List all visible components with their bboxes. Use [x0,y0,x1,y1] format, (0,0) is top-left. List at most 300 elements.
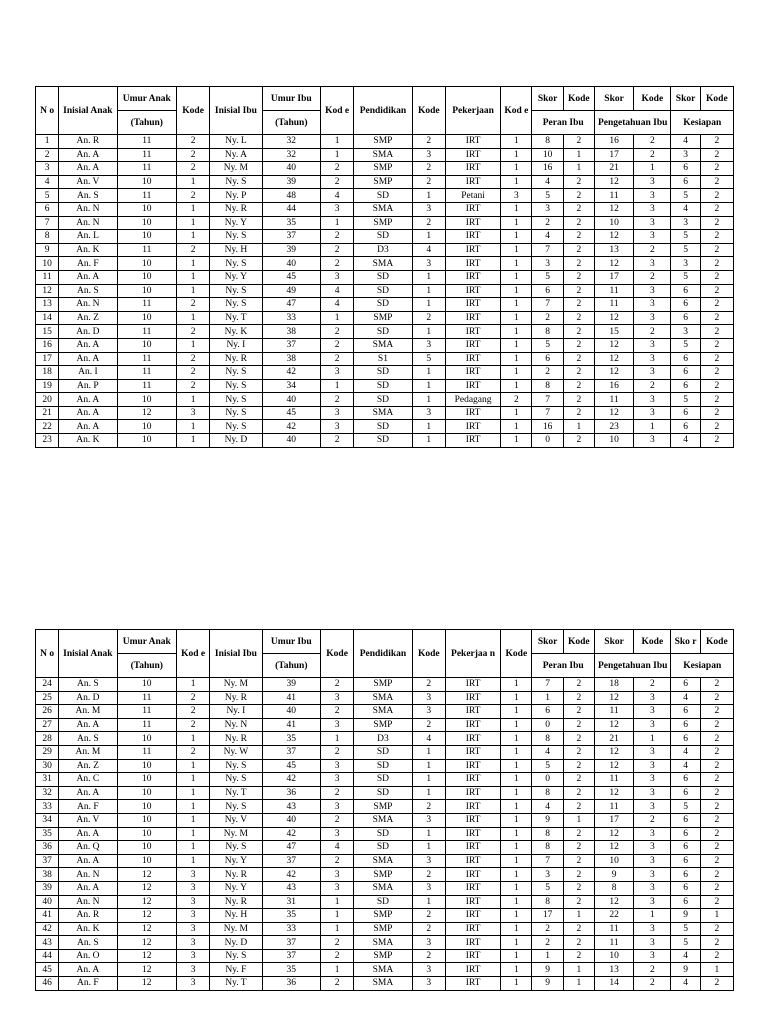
cell-kode-umur-ibu: 2 [321,977,354,991]
cell-kode-pendidikan: 1 [412,379,445,393]
cell-kode-pekerjaan: 1 [501,963,532,977]
cell-kode-umur-anak: 2 [176,379,209,393]
cell-pendidikan: SMA [354,854,412,868]
cell-pendidikan: SD [354,827,412,841]
cell-inisial-ibu: Ny. S [210,841,262,855]
cell-kode-pendidikan: 4 [412,732,445,746]
cell-umur-anak: 10 [117,284,176,298]
cell-pekerjaan: IRT [445,895,500,909]
cell-kode-pekerjaan: 1 [501,298,532,312]
cell-kode-umur-ibu: 4 [321,189,354,203]
cell-pekerjaan: IRT [445,800,500,814]
cell-skor-kesiapan: 5 [671,936,700,950]
cell-umur-anak: 10 [117,311,176,325]
cell-inisial-ibu: Ny. Y [210,270,262,284]
cell-pendidikan: SD [354,759,412,773]
cell-kode-umur-ibu: 2 [321,162,354,176]
cell-skor-kesiapan: 5 [671,189,700,203]
cell-kode-kesiapan: 2 [700,813,733,827]
cell-kode-pekerjaan: 1 [501,759,532,773]
cell-kode-peran: 2 [563,936,594,950]
cell-kode-pengetahuan: 3 [634,841,671,855]
cell-skor-pengetahuan: 11 [594,936,633,950]
cell-pendidikan: S1 [354,352,412,366]
cell-inisial-anak: An. A [59,786,117,800]
cell-pendidikan: SMP [354,922,412,936]
cell-skor-kesiapan: 6 [671,298,700,312]
cell-skor-pengetahuan: 11 [594,800,633,814]
cell-no: 1 [36,135,59,149]
cell-kode-umur-ibu: 2 [321,936,354,950]
cell-inisial-ibu: Ny. Y [210,881,262,895]
cell-kode-pekerjaan: 1 [501,691,532,705]
cell-umur-ibu: 40 [262,162,320,176]
cell-inisial-ibu: Ny. M [210,162,262,176]
cell-umur-ibu: 42 [262,773,320,787]
cell-kode-umur-ibu: 2 [321,257,354,271]
cell-kode-umur-ibu: 1 [321,135,354,149]
cell-umur-ibu: 37 [262,745,320,759]
cell-skor-peran: 2 [532,936,563,950]
cell-kode-pendidikan: 1 [412,270,445,284]
cell-kode-peran: 2 [563,881,594,895]
cell-inisial-ibu: Ny. S [210,175,262,189]
cell-kode-kesiapan: 2 [700,175,733,189]
header-skor-pengetahuan: Skor [594,630,633,654]
cell-kode-pekerjaan: 1 [501,813,532,827]
cell-no: 10 [36,257,59,271]
cell-no: 20 [36,393,59,407]
cell-kode-pendidikan: 2 [412,678,445,692]
cell-kode-pekerjaan: 1 [501,949,532,963]
cell-umur-anak: 10 [117,393,176,407]
header-peran-ibu: Peran Ibu [532,111,594,135]
cell-umur-ibu: 49 [262,284,320,298]
cell-pekerjaan: IRT [445,827,500,841]
cell-inisial-anak: An. S [59,189,117,203]
cell-skor-kesiapan: 6 [671,813,700,827]
cell-umur-anak: 10 [117,786,176,800]
header-pendidikan: Pendidikan [354,630,412,678]
cell-inisial-ibu: Ny. S [210,949,262,963]
cell-kode-peran: 2 [563,175,594,189]
cell-skor-peran: 8 [532,827,563,841]
cell-inisial-ibu: Ny. S [210,800,262,814]
cell-inisial-ibu: Ny. R [210,868,262,882]
cell-kode-kesiapan: 2 [700,325,733,339]
cell-inisial-anak: An. S [59,678,117,692]
cell-umur-anak: 12 [117,881,176,895]
cell-inisial-ibu: Ny. N [210,718,262,732]
cell-pekerjaan: IRT [445,963,500,977]
header-umur-ibu: Umur Ibu [262,630,320,654]
cell-no: 45 [36,963,59,977]
cell-inisial-ibu: Ny. D [210,434,262,448]
cell-kode-pendidikan: 5 [412,352,445,366]
cell-kode-umur-ibu: 2 [321,393,354,407]
cell-skor-pengetahuan: 12 [594,406,633,420]
cell-skor-peran: 8 [532,135,563,149]
cell-kode-umur-ibu: 2 [321,854,354,868]
cell-no: 28 [36,732,59,746]
cell-kode-umur-ibu: 1 [321,379,354,393]
cell-kode-pengetahuan: 3 [634,868,671,882]
cell-pekerjaan: IRT [445,949,500,963]
cell-umur-ibu: 42 [262,366,320,380]
cell-kode-pendidikan: 3 [412,936,445,950]
cell-kode-pekerjaan: 1 [501,678,532,692]
cell-pekerjaan: IRT [445,745,500,759]
cell-kode-peran: 2 [563,393,594,407]
table-row [36,773,734,787]
header-kode-kesiapan: Kode [700,630,733,654]
cell-kode-umur-ibu: 2 [321,243,354,257]
cell-kode-kesiapan: 2 [700,338,733,352]
cell-umur-anak: 10 [117,434,176,448]
cell-umur-anak: 10 [117,257,176,271]
table-row [36,977,734,991]
cell-kode-pendidikan: 2 [412,868,445,882]
cell-pekerjaan: IRT [445,270,500,284]
cell-umur-anak: 12 [117,963,176,977]
cell-kode-umur-anak: 3 [176,922,209,936]
cell-skor-peran: 16 [532,162,563,176]
cell-pendidikan: SD [354,230,412,244]
cell-skor-pengetahuan: 12 [594,691,633,705]
cell-kode-peran: 1 [563,977,594,991]
cell-umur-ibu: 40 [262,434,320,448]
cell-skor-kesiapan: 6 [671,678,700,692]
cell-skor-pengetahuan: 12 [594,786,633,800]
cell-kode-umur-anak: 2 [176,705,209,719]
cell-kode-umur-ibu: 2 [321,230,354,244]
cell-kode-umur-anak: 2 [176,148,209,162]
cell-inisial-anak: An. R [59,909,117,923]
cell-umur-anak: 10 [117,420,176,434]
cell-inisial-anak: An. A [59,420,117,434]
data-table-1 [35,86,734,448]
cell-kode-kesiapan: 2 [700,148,733,162]
cell-inisial-ibu: Ny. M [210,922,262,936]
cell-kode-umur-ibu: 3 [321,420,354,434]
table-row [36,868,734,882]
cell-skor-pengetahuan: 22 [594,909,633,923]
cell-kode-pengetahuan: 2 [634,148,671,162]
cell-no: 5 [36,189,59,203]
cell-kode-umur-ibu: 3 [321,881,354,895]
cell-skor-kesiapan: 6 [671,162,700,176]
cell-umur-anak: 10 [117,732,176,746]
cell-kode-umur-anak: 3 [176,406,209,420]
cell-skor-peran: 2 [532,922,563,936]
table-row [36,366,734,380]
cell-no: 37 [36,854,59,868]
cell-skor-pengetahuan: 12 [594,841,633,855]
cell-umur-anak: 12 [117,936,176,950]
cell-skor-pengetahuan: 11 [594,393,633,407]
cell-inisial-anak: An. A [59,406,117,420]
cell-skor-kesiapan: 6 [671,868,700,882]
cell-no: 30 [36,759,59,773]
cell-kode-pengetahuan: 3 [634,338,671,352]
cell-inisial-anak: An. F [59,977,117,991]
cell-no: 41 [36,909,59,923]
cell-kode-peran: 2 [563,922,594,936]
cell-kode-kesiapan: 2 [700,773,733,787]
cell-kode-kesiapan: 2 [700,189,733,203]
cell-kode-umur-ibu: 2 [321,338,354,352]
cell-kode-pekerjaan: 1 [501,230,532,244]
cell-inisial-anak: An. N [59,895,117,909]
cell-kode-pengetahuan: 3 [634,800,671,814]
cell-umur-anak: 10 [117,230,176,244]
table-row [36,175,734,189]
table-row [36,813,734,827]
cell-kode-pekerjaan: 1 [501,800,532,814]
cell-kode-pengetahuan: 2 [634,243,671,257]
cell-skor-peran: 7 [532,854,563,868]
cell-skor-peran: 1 [532,691,563,705]
cell-kode-peran: 2 [563,759,594,773]
cell-umur-ibu: 39 [262,243,320,257]
cell-no: 16 [36,338,59,352]
cell-skor-kesiapan: 6 [671,881,700,895]
header-pendidikan: Pendidikan [354,87,412,135]
cell-no: 39 [36,881,59,895]
header-inisial-ibu: Inisial Ibu [210,630,262,678]
cell-pendidikan: SMP [354,162,412,176]
cell-kode-umur-ibu: 3 [321,759,354,773]
cell-inisial-ibu: Ny. Y [210,854,262,868]
cell-skor-pengetahuan: 12 [594,257,633,271]
header-kode: Kod e [176,630,209,678]
cell-skor-pengetahuan: 10 [594,949,633,963]
cell-kode-pendidikan: 3 [412,705,445,719]
cell-skor-peran: 6 [532,352,563,366]
cell-inisial-ibu: Ny. M [210,678,262,692]
cell-no: 29 [36,745,59,759]
cell-kode-umur-ibu: 3 [321,718,354,732]
cell-umur-ibu: 31 [262,895,320,909]
cell-umur-ibu: 36 [262,977,320,991]
cell-kode-pengetahuan: 2 [634,325,671,339]
cell-pendidikan: SMP [354,909,412,923]
cell-kode-pendidikan: 1 [412,434,445,448]
cell-skor-kesiapan: 9 [671,909,700,923]
cell-inisial-anak: An. Q [59,841,117,855]
cell-skor-pengetahuan: 10 [594,216,633,230]
cell-kode-umur-ibu: 3 [321,270,354,284]
cell-skor-peran: 16 [532,420,563,434]
cell-kode-pendidikan: 2 [412,909,445,923]
cell-inisial-anak: An. A [59,148,117,162]
cell-kode-pengetahuan: 3 [634,284,671,298]
cell-kode-peran: 1 [563,420,594,434]
cell-kode-umur-anak: 2 [176,745,209,759]
cell-skor-pengetahuan: 17 [594,813,633,827]
cell-inisial-ibu: Ny. S [210,773,262,787]
cell-umur-anak: 10 [117,678,176,692]
cell-kode-pekerjaan: 1 [501,773,532,787]
cell-kode-umur-anak: 3 [176,949,209,963]
cell-pendidikan: SD [354,366,412,380]
table-row [36,705,734,719]
table-row [36,718,734,732]
cell-inisial-anak: An. N [59,202,117,216]
table-row [36,257,734,271]
cell-no: 9 [36,243,59,257]
cell-skor-kesiapan: 4 [671,759,700,773]
cell-pendidikan: SMA [354,977,412,991]
cell-kode-pekerjaan: 1 [501,135,532,149]
cell-inisial-anak: An. Z [59,311,117,325]
cell-pekerjaan: IRT [445,352,500,366]
cell-kode-umur-anak: 1 [176,773,209,787]
cell-kode-umur-ibu: 1 [321,216,354,230]
cell-kode-pendidikan: 1 [412,325,445,339]
cell-pekerjaan: IRT [445,366,500,380]
cell-skor-pengetahuan: 8 [594,881,633,895]
cell-pendidikan: SMP [354,311,412,325]
cell-umur-anak: 10 [117,270,176,284]
cell-pekerjaan: IRT [445,977,500,991]
cell-pekerjaan: IRT [445,678,500,692]
cell-no: 4 [36,175,59,189]
cell-skor-kesiapan: 5 [671,243,700,257]
cell-skor-kesiapan: 6 [671,379,700,393]
cell-no: 22 [36,420,59,434]
cell-kode-pekerjaan: 1 [501,243,532,257]
cell-pendidikan: SD [354,773,412,787]
cell-inisial-anak: An. F [59,800,117,814]
cell-kode-pengetahuan: 3 [634,366,671,380]
cell-pendidikan: SD [354,895,412,909]
cell-umur-ibu: 43 [262,881,320,895]
cell-inisial-anak: An. V [59,175,117,189]
cell-no: 43 [36,936,59,950]
cell-skor-pengetahuan: 11 [594,705,633,719]
cell-skor-peran: 8 [532,379,563,393]
cell-kode-pengetahuan: 3 [634,718,671,732]
cell-skor-kesiapan: 6 [671,854,700,868]
cell-kode-pengetahuan: 3 [634,216,671,230]
cell-kode-kesiapan: 2 [700,800,733,814]
cell-pekerjaan: IRT [445,909,500,923]
cell-umur-ibu: 37 [262,338,320,352]
cell-kode-umur-ibu: 2 [321,175,354,189]
cell-kode-umur-anak: 1 [176,311,209,325]
cell-kode-peran: 2 [563,243,594,257]
cell-kode-peran: 2 [563,257,594,271]
cell-umur-ibu: 40 [262,813,320,827]
cell-kode-kesiapan: 2 [700,406,733,420]
cell-umur-anak: 11 [117,298,176,312]
table-row [36,352,734,366]
cell-no: 25 [36,691,59,705]
cell-kode-umur-anak: 1 [176,257,209,271]
cell-umur-ibu: 36 [262,786,320,800]
cell-inisial-ibu: Ny. D [210,936,262,950]
cell-kode-kesiapan: 2 [700,230,733,244]
cell-kode-umur-ibu: 2 [321,352,354,366]
cell-skor-peran: 4 [532,745,563,759]
cell-kode-pendidikan: 3 [412,691,445,705]
table-row [36,949,734,963]
cell-inisial-anak: An. M [59,745,117,759]
cell-skor-kesiapan: 6 [671,366,700,380]
table-row [36,786,734,800]
cell-inisial-anak: An. A [59,881,117,895]
cell-inisial-ibu: Ny. R [210,352,262,366]
cell-skor-pengetahuan: 17 [594,148,633,162]
table-row [36,379,734,393]
header-tahun-ibu: (Tahun) [262,111,320,135]
cell-kode-kesiapan: 2 [700,216,733,230]
header-inisial-anak: Inisial Anak [59,87,117,135]
cell-kode-umur-anak: 3 [176,977,209,991]
cell-pekerjaan: IRT [445,230,500,244]
cell-kode-umur-ibu: 1 [321,922,354,936]
cell-skor-kesiapan: 6 [671,406,700,420]
cell-skor-peran: 5 [532,759,563,773]
cell-pekerjaan: IRT [445,841,500,855]
cell-umur-ibu: 45 [262,270,320,284]
cell-kode-peran: 2 [563,270,594,284]
cell-umur-anak: 12 [117,909,176,923]
cell-kode-pekerjaan: 1 [501,406,532,420]
cell-skor-kesiapan: 3 [671,257,700,271]
cell-kode-peran: 2 [563,868,594,882]
cell-pekerjaan: IRT [445,216,500,230]
cell-pekerjaan: IRT [445,311,500,325]
cell-kode-peran: 2 [563,298,594,312]
cell-kode-pendidikan: 1 [412,841,445,855]
cell-kode-umur-anak: 2 [176,352,209,366]
cell-kode-pendidikan: 1 [412,284,445,298]
table-row [36,298,734,312]
cell-kode-pendidikan: 2 [412,949,445,963]
cell-inisial-ibu: Ny. W [210,745,262,759]
cell-kode-pendidikan: 3 [412,963,445,977]
cell-pendidikan: SD [354,298,412,312]
cell-kode-umur-anak: 2 [176,162,209,176]
cell-umur-ibu: 41 [262,718,320,732]
cell-kode-umur-anak: 2 [176,298,209,312]
cell-kode-pendidikan: 1 [412,298,445,312]
cell-kode-peran: 2 [563,406,594,420]
cell-kode-pendidikan: 3 [412,257,445,271]
cell-skor-pengetahuan: 12 [594,759,633,773]
table-row [36,732,734,746]
cell-umur-ibu: 42 [262,827,320,841]
cell-skor-kesiapan: 6 [671,786,700,800]
cell-kode-umur-ibu: 2 [321,678,354,692]
cell-skor-peran: 2 [532,311,563,325]
cell-umur-ibu: 39 [262,175,320,189]
cell-pekerjaan: IRT [445,257,500,271]
cell-kode-pekerjaan: 1 [501,718,532,732]
cell-pendidikan: D3 [354,732,412,746]
cell-kode-pendidikan: 1 [412,189,445,203]
cell-kode-pengetahuan: 2 [634,678,671,692]
cell-kode-umur-ibu: 1 [321,963,354,977]
cell-umur-anak: 10 [117,338,176,352]
cell-kode-pengetahuan: 3 [634,257,671,271]
cell-kode-pendidikan: 4 [412,243,445,257]
cell-kode-pendidikan: 3 [412,813,445,827]
cell-kode-umur-ibu: 3 [321,406,354,420]
cell-kode-pendidikan: 2 [412,311,445,325]
